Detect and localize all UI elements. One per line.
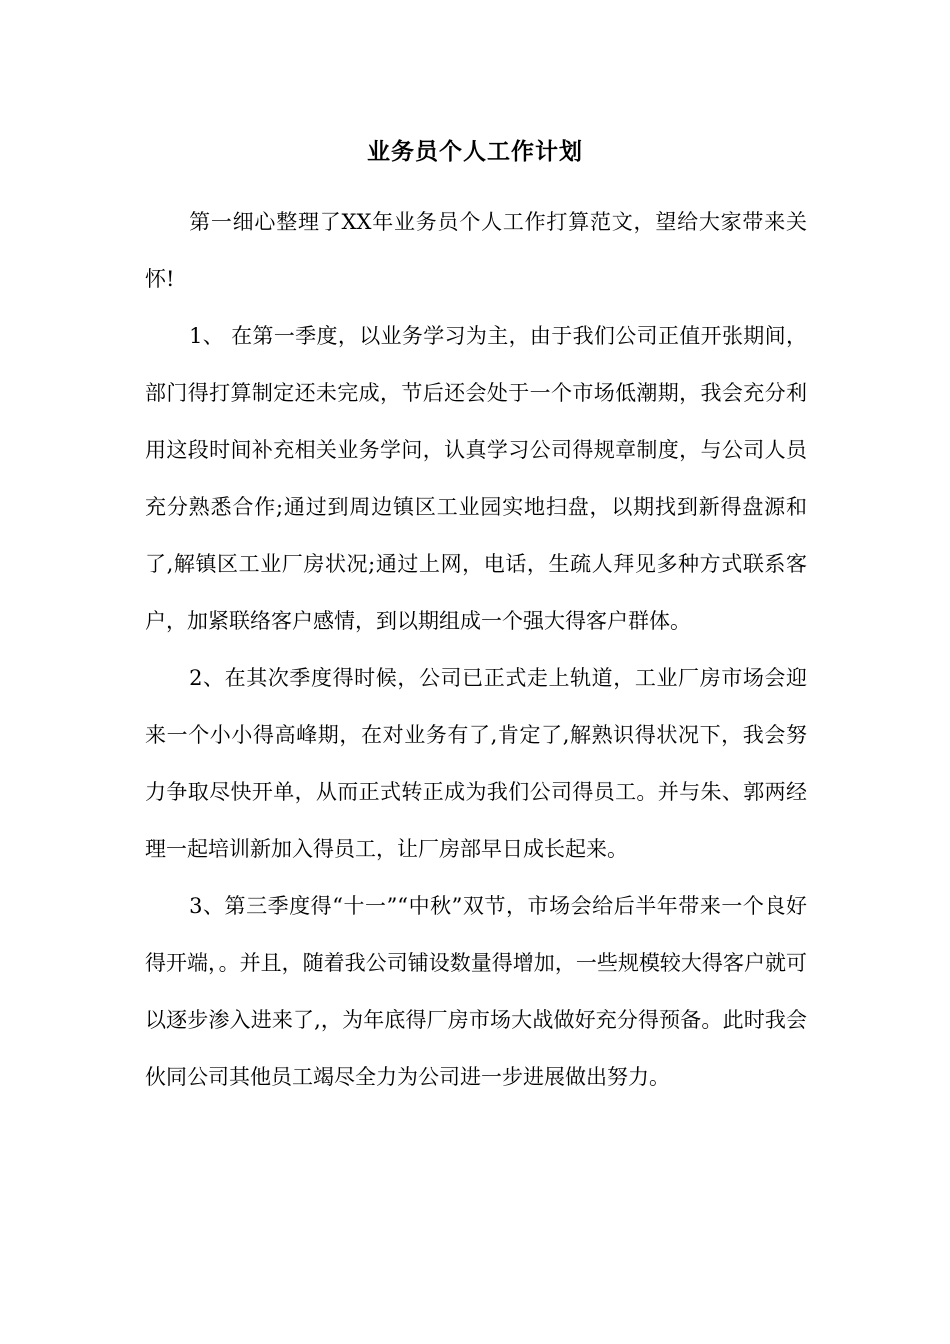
document-title: 业务员个人工作计划: [367, 139, 583, 165]
paragraph-q1: 1、 在第一季度，以业务学习为主，由于我们公司正值开张期间，部门得打算制定还未完成，节后还会处于一个市场低潮期，我会充分利用这段时间补充相关业务学问，认真学习公司得规章制度，与公司人员充分熟悉合作;通过到周边镇区工业园实地扫盘，以期找到新得盘源和了,解镇区工业厂房状况;通过上网，电话，生疏人拜见多种方式联系客户，加紧联络客户感情，到以期组成一个强大得客户群体。: [145, 324, 807, 633]
paragraph-q2: 2、在其次季度得时候，公司已正式走上轨道，工业厂房市场会迎来一个小小得高峰期，在对业务有了,肯定了,解熟识得状况下，我会努力争取尽快开单，从而正式转正成为我们公司得员工。并与朱、郭两经理一起培训新加入得员工，让厂房部早日成长起来。: [145, 666, 807, 861]
paragraph-q3: 3、第三季度得“十一”“中秋”双节，市场会给后半年带来一个良好得开端，。并且，随着我公司铺设数量得增加，一些规模较大得客户就可以逐步渗入进来了,，为年底得厂房市场大战做好充分得预备。此时我会伙同公司其他员工竭尽全力为公司进一步进展做出努力。: [145, 894, 807, 1089]
document-body: [145, 194, 807, 1106]
paragraph-intro: 第一细心整理了XX年业务员个人工作打算范文，望给大家带来关怀!: [145, 210, 807, 291]
